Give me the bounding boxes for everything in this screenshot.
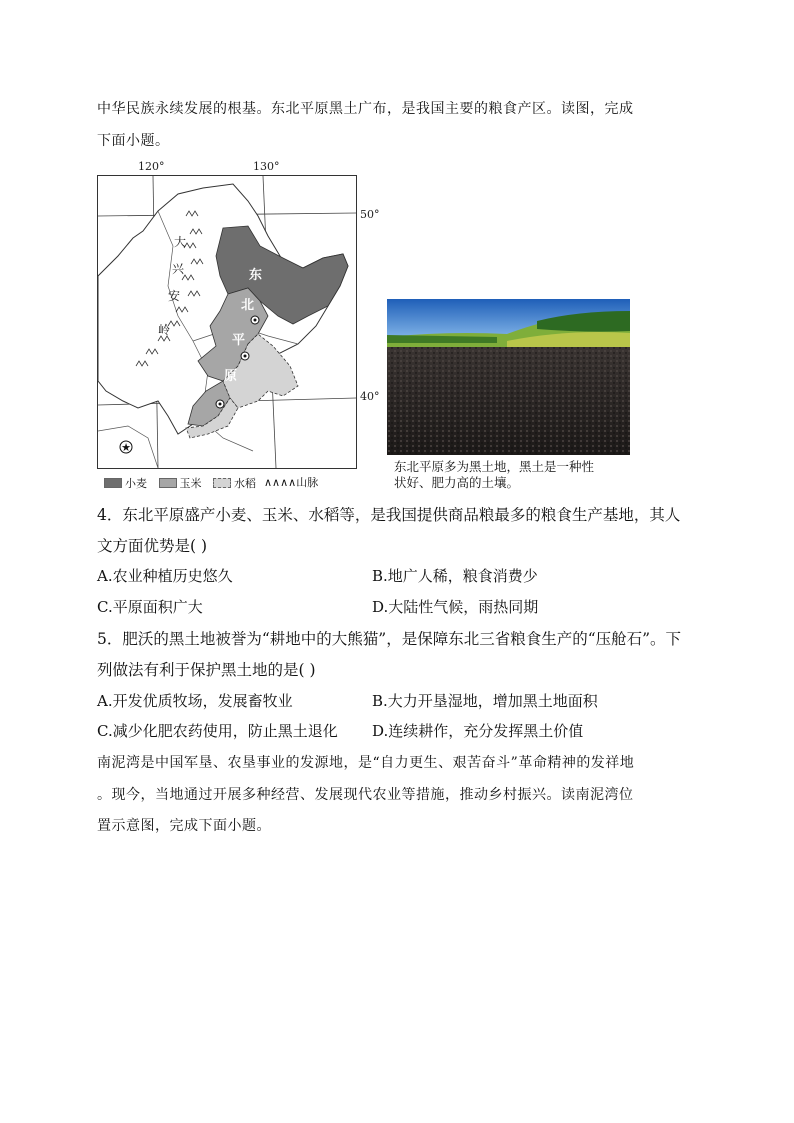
map-legend [104, 474, 318, 491]
region-char: 北 [241, 298, 255, 313]
photo-caption [394, 459, 634, 491]
intro-line-1: 中华民族永续发展的根基。东北平原黑土广布，是我国主要的粮食产区。读图，完成 [97, 101, 634, 117]
photo-svg [387, 299, 630, 455]
city-dot [254, 319, 257, 322]
legend-corn: 玉米 [179, 477, 202, 490]
region-char: 平 [232, 333, 246, 348]
range-char: 兴 [172, 262, 185, 276]
q5-option-b[interactable]: B.大力开垦湿地，增加黑土地面积 [372, 692, 598, 710]
q5-option-a[interactable]: A.开发优质牧场，发展畜牧业 [97, 692, 293, 710]
q5-stem-2: 列做法有利于保护黑土地的是( ) [97, 661, 316, 679]
range-char: 安 [168, 289, 181, 303]
black-soil-photo [387, 299, 630, 455]
lat-label-40: 40° [360, 390, 380, 403]
legend-mountain-icon: ∧∧∧∧ [264, 476, 297, 489]
outro-line-2: 。现今，当地通过开展多种经营、发展现代农业等措施，推动乡村振兴。读南泥湾位 [97, 787, 634, 803]
legend-swatch-rice [213, 478, 231, 488]
q5-stem-1: 5．肥沃的黑土地被誉为“耕地中的大熊猫”，是保障东北三省粮食生产的“压舱石”。下 [97, 630, 682, 648]
q4-option-a[interactable]: A.农业种植历史悠久 [97, 567, 233, 585]
legend-wheat: 小麦 [125, 477, 147, 490]
intro-line-2: 下面小题。 [97, 133, 170, 149]
outro-line-1: 南泥湾是中国军垦、农垦事业的发源地，是“自力更生、艰苦奋斗”革命精神的发祥地 [97, 755, 635, 771]
range-char: 岭 [158, 323, 171, 337]
region-char: 东 [249, 268, 263, 283]
map-svg [98, 176, 356, 468]
q4-stem-2: 文方面优势是( ) [97, 537, 208, 555]
city-dot [219, 403, 222, 406]
q4-stem-1: 4．东北平原盛产小麦、玉米、水稻等，是我国提供商品粮最多的粮食生产基地，其人 [97, 506, 681, 524]
northeast-plain-map [97, 175, 357, 469]
outro-line-3: 置示意图，完成下面小题。 [97, 818, 271, 834]
legend-mountain: 山脉 [296, 476, 319, 489]
q4-option-c[interactable]: C.平原面积广大 [97, 598, 203, 616]
q5-option-d[interactable]: D.连续耕作，充分发挥黑土价值 [372, 722, 584, 740]
capital-star-icon: ★ [121, 441, 131, 454]
lon-label-120: 120° [138, 160, 165, 173]
photo-caption-line-1: 东北平原多为黑土地，黑土是一种性 [394, 459, 595, 474]
city-dot [244, 355, 247, 358]
soil-texture [387, 347, 630, 455]
legend-rice: 水稻 [234, 477, 256, 490]
region-char: 原 [224, 369, 238, 384]
range-char: 大 [174, 235, 187, 249]
legend-swatch-corn [159, 478, 177, 488]
photo-caption-line-2: 状好、肥力高的土壤。 [394, 475, 520, 490]
lon-label-130: 130° [253, 160, 280, 173]
q5-option-c[interactable]: C.减少化肥农药使用，防止黑土退化 [97, 722, 338, 740]
q4-option-b[interactable]: B.地广人稀，粮食消费少 [372, 567, 538, 585]
legend-swatch-wheat [104, 478, 122, 488]
q4-option-d[interactable]: D.大陆性气候，雨热同期 [372, 598, 539, 616]
lat-label-50: 50° [360, 208, 380, 221]
